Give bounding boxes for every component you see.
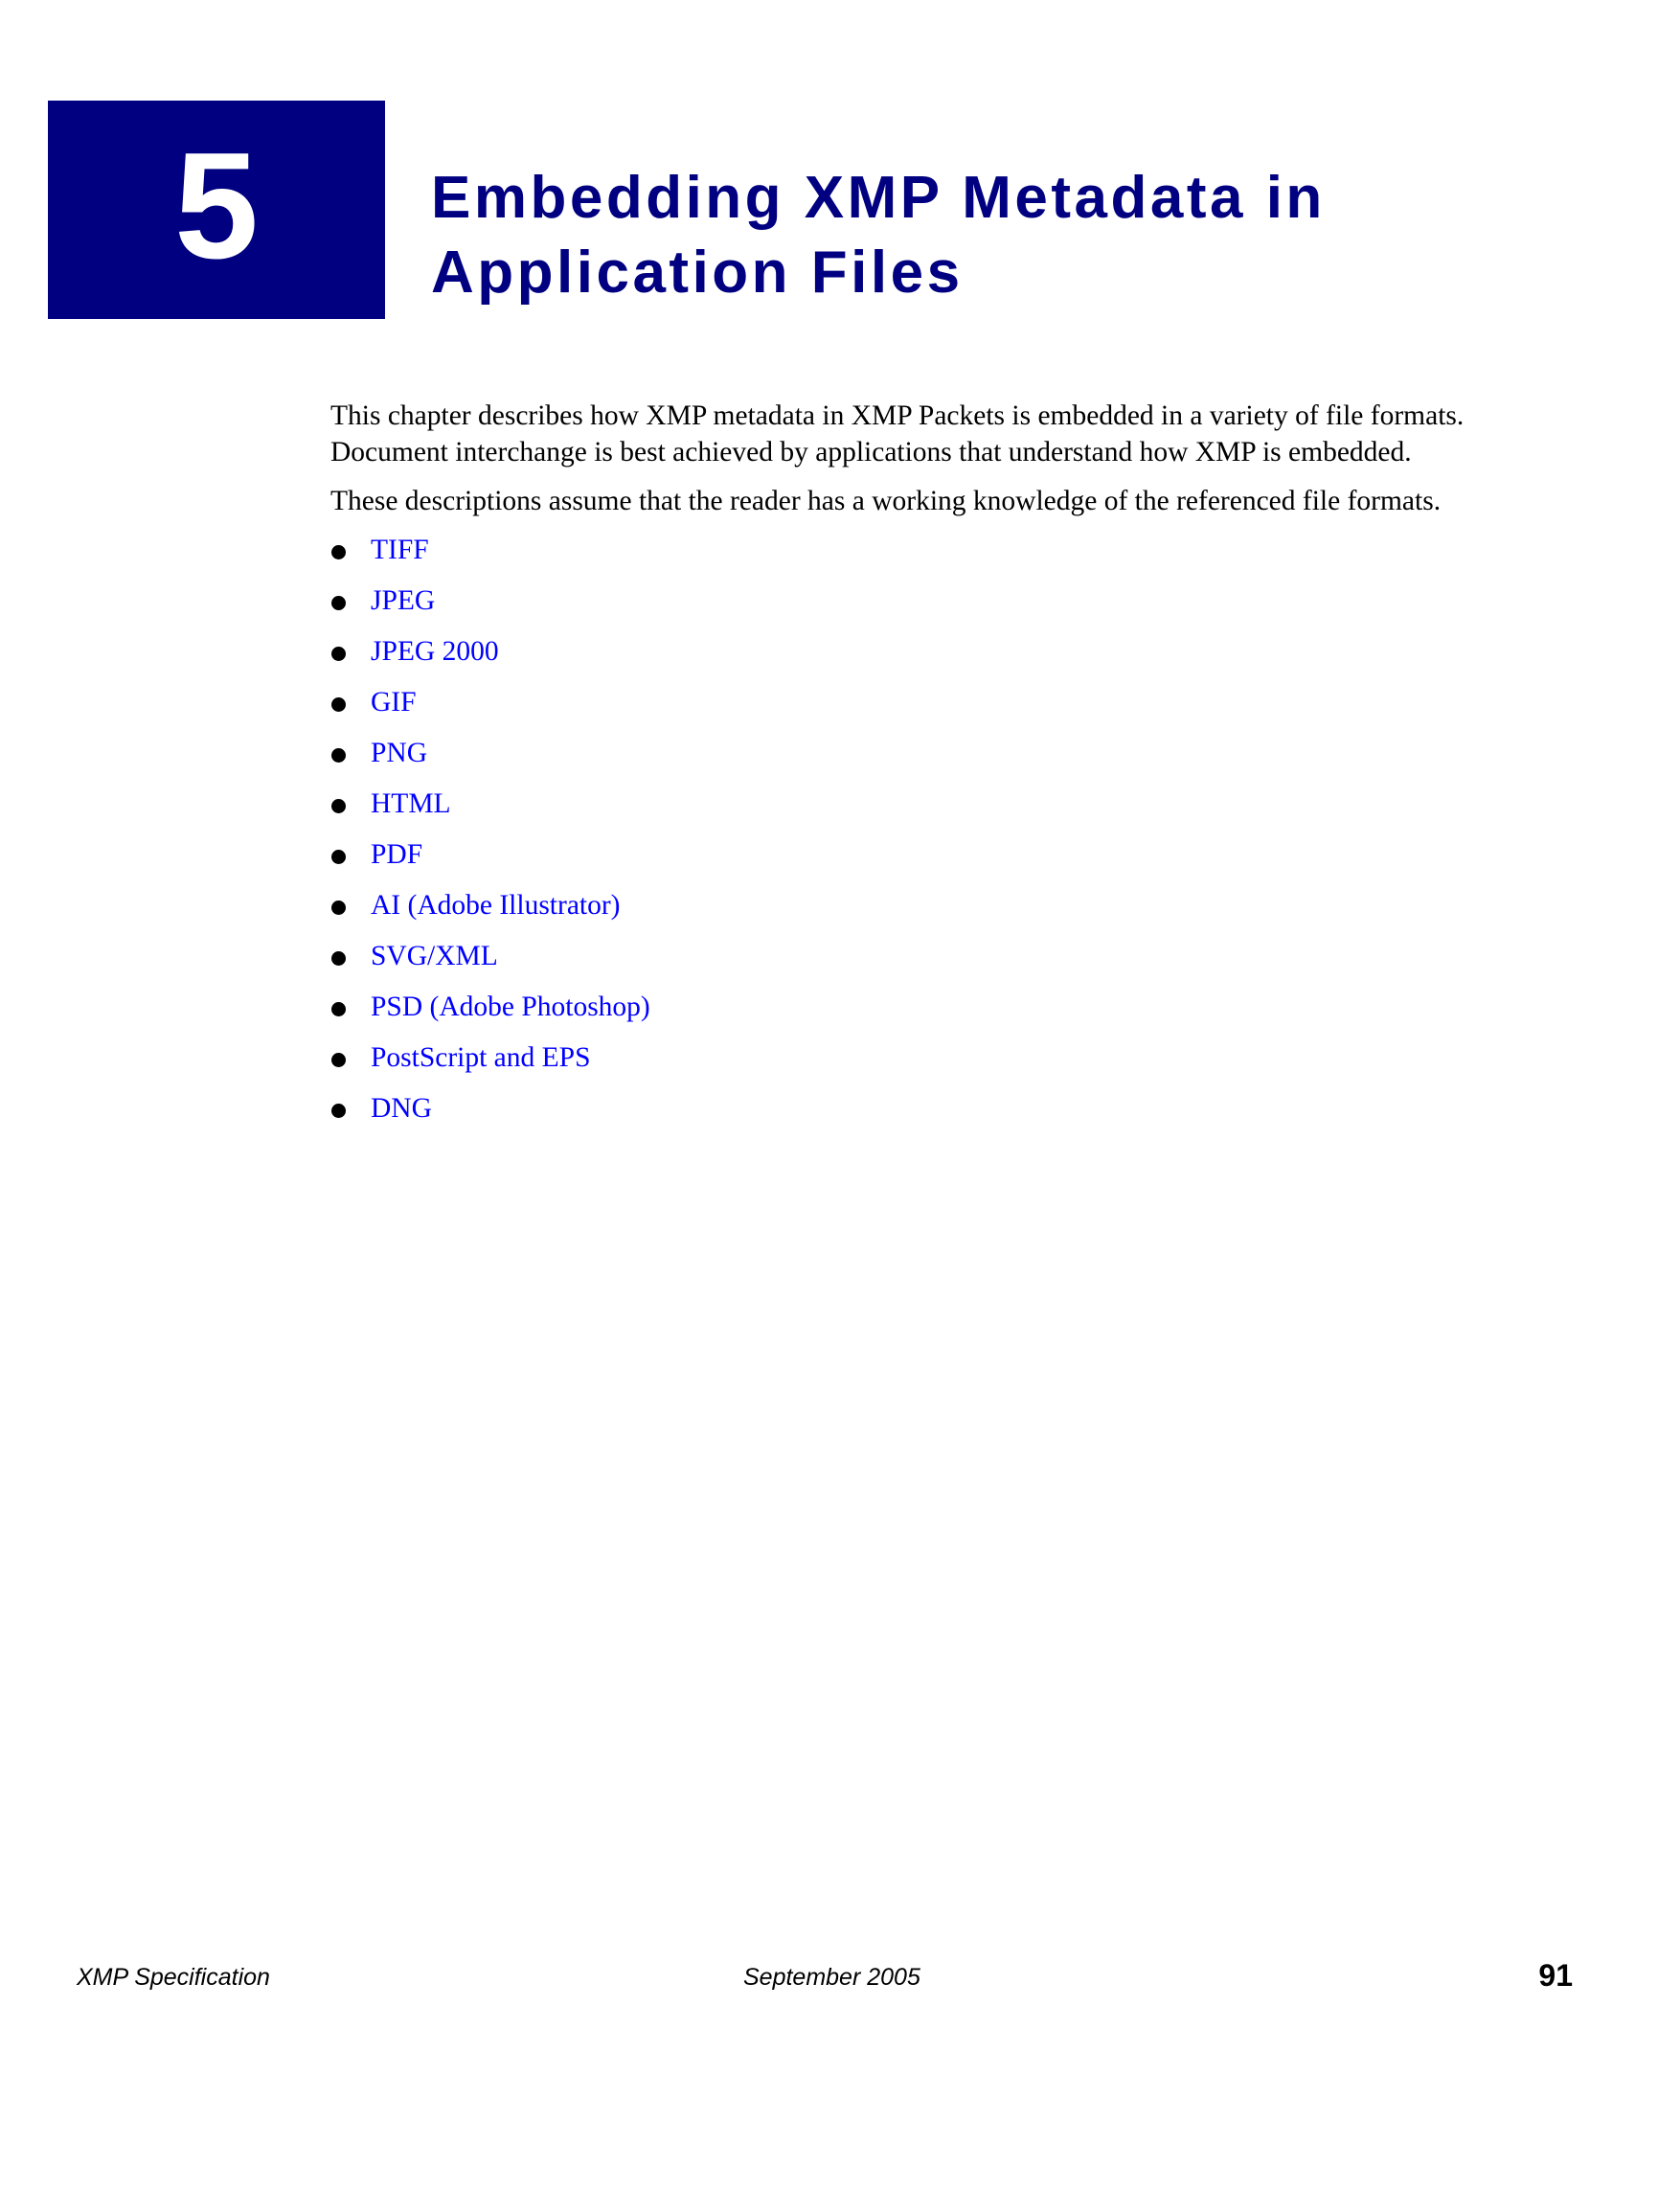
format-link-postscript-eps[interactable]: PostScript and EPS: [371, 1042, 591, 1073]
bullet-icon: [331, 697, 346, 712]
list-item: [330, 786, 1499, 836]
bullet-icon: [331, 596, 346, 610]
bullet-icon: [331, 1002, 346, 1016]
bullet-icon: [331, 748, 346, 763]
list-item: [330, 1090, 1499, 1141]
list-item: [330, 582, 1499, 633]
list-item: [330, 1039, 1499, 1090]
footer-document-title: XMP Specification: [77, 1964, 270, 1991]
format-link-ai[interactable]: AI (Adobe Illustrator): [371, 890, 621, 921]
format-link-html[interactable]: HTML: [371, 788, 451, 819]
format-link-gif[interactable]: GIF: [371, 687, 417, 718]
list-item: [330, 735, 1499, 786]
bullet-icon: [331, 1104, 346, 1118]
page-number: 91: [1538, 1958, 1573, 1993]
chapter-content: [330, 398, 1499, 1141]
chapter-number-box: [48, 101, 385, 319]
bullet-icon: [331, 901, 346, 915]
bullet-icon: [331, 951, 346, 966]
format-link-svg-xml[interactable]: SVG/XML: [371, 941, 498, 971]
assumption-paragraph: These descriptions assume that the reader has a working knowledge of the referenced file formats.: [330, 486, 1442, 516]
list-item: [330, 532, 1499, 582]
format-link-dng[interactable]: DNG: [371, 1093, 432, 1124]
format-link-pdf[interactable]: PDF: [371, 839, 423, 870]
list-item: [330, 938, 1499, 989]
bullet-icon: [331, 850, 346, 864]
format-link-jpeg[interactable]: JPEG: [371, 585, 436, 616]
footer-date: September 2005: [743, 1964, 920, 1991]
chapter-number: 5: [174, 122, 259, 290]
page-footer: [0, 1958, 1658, 1996]
list-item: [330, 989, 1499, 1039]
list-item: [330, 633, 1499, 684]
bullet-icon: [331, 647, 346, 661]
list-item: [330, 836, 1499, 887]
list-item: [330, 887, 1499, 938]
intro-paragraph: This chapter describes how XMP metadata in XMP Packets is embedded in a variety of file formats. Document interchange is best achieved by applications that understand how XMP is embedded.: [330, 400, 1465, 467]
bullet-icon: [331, 545, 346, 559]
bullet-icon: [331, 799, 346, 813]
bullet-icon: [331, 1053, 346, 1067]
format-link-png[interactable]: PNG: [371, 738, 428, 768]
format-link-tiff[interactable]: TIFF: [371, 535, 429, 565]
chapter-title: Embedding XMP Metadata in Application Files: [431, 165, 1326, 306]
format-list: [330, 532, 1499, 1141]
format-link-jpeg-2000[interactable]: JPEG 2000: [371, 636, 499, 667]
format-link-psd[interactable]: PSD (Adobe Photoshop): [371, 992, 650, 1022]
list-item: [330, 684, 1499, 735]
